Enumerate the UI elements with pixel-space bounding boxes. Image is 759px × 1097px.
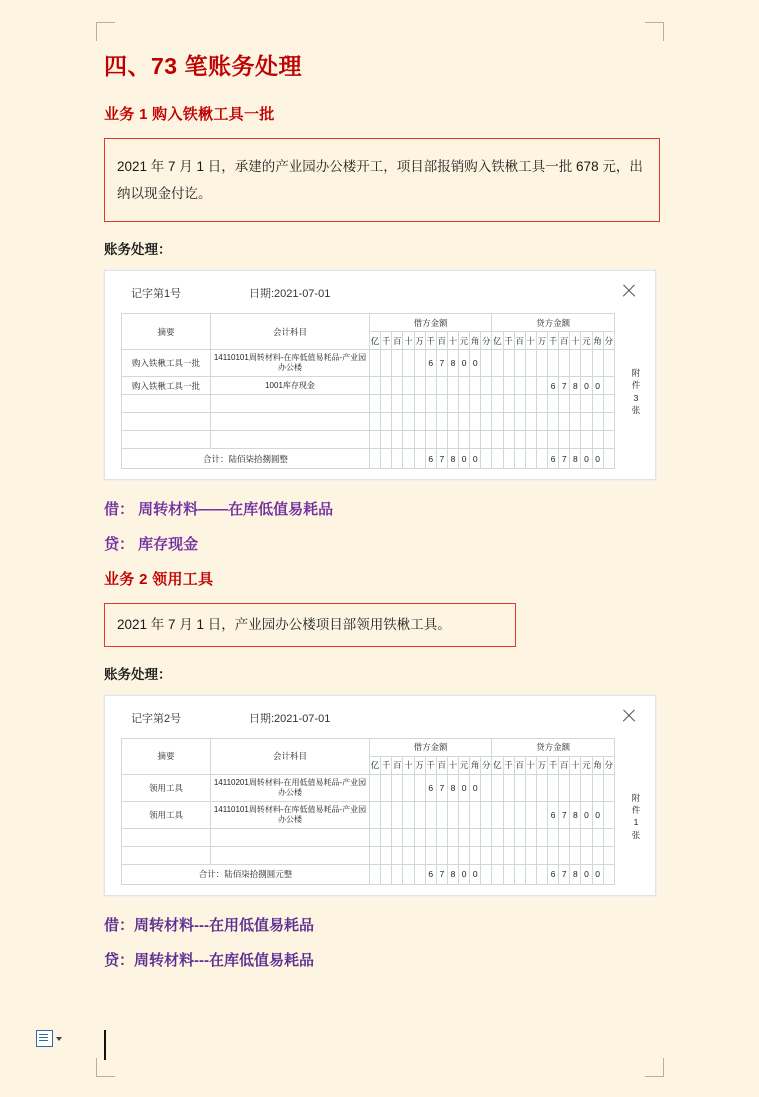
cell-d8: 0: [459, 350, 470, 377]
attachment-note-2: 附件 1 张: [631, 792, 641, 840]
total-d1: [381, 449, 392, 469]
cell-c7: [570, 350, 581, 377]
total-d1: [381, 864, 392, 884]
table-header-row: [122, 738, 615, 756]
cell-c2: [514, 774, 525, 801]
journal-entry-debit-1: 借： 周转材料——在库低值易耗品: [104, 501, 334, 518]
col-credit: 贷方金额: [492, 738, 615, 756]
section-description-1: 2021 年 7 月 1 日，承建的产业园办公楼开工，项目部报销购入铁楸工具一批 678 元，出纳以现金付讫。: [104, 138, 660, 222]
cell-c7: 8: [570, 377, 581, 395]
table-row-empty: [122, 395, 615, 413]
col-credit: 贷方金额: [492, 314, 615, 332]
cell-c7: [570, 774, 581, 801]
digit-debit-8: 元: [459, 332, 470, 350]
total-c10: [603, 864, 614, 884]
cell-d3: [403, 774, 414, 801]
cell-d5: 6: [425, 774, 436, 801]
digit-credit-7: 十: [570, 756, 581, 774]
cell-d8: [459, 377, 470, 395]
total-d6: 7: [436, 864, 447, 884]
digit-debit-5: 千: [425, 332, 436, 350]
table-row-empty: [122, 846, 615, 864]
row-summary: [122, 395, 211, 413]
cell-c3: [525, 350, 536, 377]
digit-credit-9: 角: [592, 756, 603, 774]
cell-c1: [503, 774, 514, 801]
row-account: 14110101周转材料-在库低值易耗品-产业园办公楼: [211, 350, 370, 377]
close-icon[interactable]: [621, 283, 637, 299]
cell-d3: [403, 377, 414, 395]
digit-debit-9: 角: [470, 332, 481, 350]
cell-d1: [381, 801, 392, 828]
total-c6: 7: [559, 449, 570, 469]
cell-c2: [514, 801, 525, 828]
document-mode-indicator[interactable]: [36, 1030, 62, 1047]
cell-d9: 0: [470, 350, 481, 377]
cell-d6: 7: [436, 774, 447, 801]
cell-c4: [536, 350, 547, 377]
cell-c8: 0: [581, 377, 592, 395]
cell-c0: [492, 774, 503, 801]
digit-credit-1: 千: [503, 332, 514, 350]
row-summary: 购入铁楸工具一批: [122, 350, 211, 377]
row-summary: [122, 431, 211, 449]
digit-debit-9: 角: [470, 756, 481, 774]
cell-d3: [403, 801, 414, 828]
table-row: [122, 377, 615, 395]
cell-d9: [470, 801, 481, 828]
cell-c4: [536, 774, 547, 801]
cell-d7: 8: [447, 774, 458, 801]
total-d7: 8: [447, 864, 458, 884]
row-account: [211, 413, 370, 431]
total-c8: 0: [581, 449, 592, 469]
voucher-table-1: [121, 313, 615, 469]
col-summary: 摘要: [122, 738, 211, 774]
digit-debit-1: 千: [381, 756, 392, 774]
total-c1: [503, 449, 514, 469]
table-total-row: [122, 864, 615, 884]
total-c5: 6: [548, 449, 559, 469]
digit-credit-1: 千: [503, 756, 514, 774]
total-d10: [481, 449, 492, 469]
cell-d0: [370, 801, 381, 828]
row-account: 1001库存现金: [211, 377, 370, 395]
row-summary: [122, 846, 211, 864]
cell-c5: [548, 774, 559, 801]
digit-debit-10: 分: [481, 756, 492, 774]
voucher-table-2: [121, 738, 615, 885]
digit-credit-8: 元: [581, 756, 592, 774]
digit-debit-0: 亿: [370, 756, 381, 774]
digit-debit-7: 十: [447, 332, 458, 350]
cell-c0: [492, 350, 503, 377]
cell-d5: [425, 377, 436, 395]
section-label-1: 账务处理：: [104, 242, 172, 257]
cell-d7: [447, 377, 458, 395]
total-d0: [370, 864, 381, 884]
section-heading-1: 业务 1 购入铁楸工具一批: [104, 106, 275, 123]
row-account: [211, 395, 370, 413]
cell-c6: [559, 774, 570, 801]
digit-credit-2: 百: [514, 756, 525, 774]
col-account: 会计科目: [211, 738, 370, 774]
total-d4: [414, 864, 425, 884]
total-d2: [392, 449, 403, 469]
total-d8: 0: [459, 449, 470, 469]
cell-c9: 0: [592, 801, 603, 828]
voucher-card-1: [104, 270, 656, 480]
cell-d10: [481, 377, 492, 395]
digit-debit-4: 万: [414, 332, 425, 350]
journal-entry-credit-1: 贷： 库存现金: [104, 536, 199, 553]
cell-d9: [470, 377, 481, 395]
total-c9: 0: [592, 449, 603, 469]
crop-mark-bottom-left: [96, 1058, 115, 1077]
cell-c1: [503, 801, 514, 828]
row-account: 14110201周转材料-在用低值易耗品-产业园办公楼: [211, 774, 370, 801]
cell-d1: [381, 350, 392, 377]
page-title: 四、73 笔账务处理: [104, 53, 302, 79]
total-d7: 8: [447, 449, 458, 469]
digit-debit-2: 百: [392, 756, 403, 774]
cell-d2: [392, 774, 403, 801]
col-summary: 摘要: [122, 314, 211, 350]
cell-c2: [514, 350, 525, 377]
total-c4: [536, 864, 547, 884]
total-d9: 0: [470, 449, 481, 469]
total-label: 合计：陆佰柒拾捌圆元整: [122, 864, 370, 884]
cell-c5: [548, 350, 559, 377]
digit-debit-6: 百: [436, 756, 447, 774]
cell-d4: [414, 801, 425, 828]
digit-credit-7: 十: [570, 332, 581, 350]
digit-debit-3: 十: [403, 332, 414, 350]
total-d9: 0: [470, 864, 481, 884]
close-icon[interactable]: [621, 708, 637, 724]
attachment-note-1: 附件 3 张: [631, 368, 641, 415]
voucher-card-2: [104, 695, 656, 896]
cell-d10: [481, 801, 492, 828]
total-c10: [603, 449, 614, 469]
cell-c10: [603, 377, 614, 395]
cell-c3: [525, 377, 536, 395]
table-row-empty: [122, 431, 615, 449]
total-d10: [481, 864, 492, 884]
journal-entry-debit-2: 借：周转材料---在用低值易耗品: [104, 916, 314, 934]
cell-c2: [514, 377, 525, 395]
total-label: 合计：陆佰柒拾捌圆整: [122, 449, 370, 469]
digit-credit-2: 百: [514, 332, 525, 350]
cell-c4: [536, 801, 547, 828]
cell-c1: [503, 350, 514, 377]
digit-credit-3: 十: [525, 332, 536, 350]
row-summary: [122, 828, 211, 846]
digit-credit-6: 百: [559, 756, 570, 774]
cell-d1: [381, 774, 392, 801]
total-c7: 8: [570, 449, 581, 469]
section-description-2: 2021 年 7 月 1 日，产业园办公楼项目部领用铁楸工具。: [104, 603, 516, 647]
cell-d5: [425, 801, 436, 828]
table-row: [122, 774, 615, 801]
total-d4: [414, 449, 425, 469]
cell-c8: [581, 350, 592, 377]
total-d2: [392, 864, 403, 884]
table-row: [122, 801, 615, 828]
cell-c7: 8: [570, 801, 581, 828]
crop-mark-bottom-right: [645, 1058, 664, 1077]
cell-c4: [536, 377, 547, 395]
table-row-empty: [122, 413, 615, 431]
section-heading-2: 业务 2 领用工具: [104, 571, 214, 588]
cell-d2: [392, 377, 403, 395]
table-header-row: [122, 314, 615, 332]
col-debit: 借方金额: [370, 314, 492, 332]
cell-c0: [492, 377, 503, 395]
total-c5: 6: [548, 864, 559, 884]
cell-d3: [403, 350, 414, 377]
chevron-down-icon[interactable]: [56, 1037, 62, 1041]
digit-credit-8: 元: [581, 332, 592, 350]
total-d8: 0: [459, 864, 470, 884]
cell-d6: 7: [436, 350, 447, 377]
total-c0: [492, 449, 503, 469]
row-account: [211, 828, 370, 846]
cell-d8: 0: [459, 774, 470, 801]
total-c2: [514, 864, 525, 884]
total-c1: [503, 864, 514, 884]
document-content: [104, 48, 660, 984]
crop-mark-top-right: [645, 22, 664, 41]
cell-c9: [592, 774, 603, 801]
total-c0: [492, 864, 503, 884]
cell-d6: [436, 801, 447, 828]
cell-c5: 6: [548, 377, 559, 395]
digit-debit-6: 百: [436, 332, 447, 350]
digit-debit-10: 分: [481, 332, 492, 350]
total-c6: 7: [559, 864, 570, 884]
voucher-header-2: [121, 710, 639, 726]
digit-debit-3: 十: [403, 756, 414, 774]
digit-credit-4: 万: [536, 332, 547, 350]
cell-c10: [603, 350, 614, 377]
digit-debit-5: 千: [425, 756, 436, 774]
cell-d6: [436, 377, 447, 395]
table-total-row: [122, 449, 615, 469]
cell-c8: 0: [581, 801, 592, 828]
total-d6: 7: [436, 449, 447, 469]
cell-d9: 0: [470, 774, 481, 801]
cell-d7: [447, 801, 458, 828]
cell-d1: [381, 377, 392, 395]
total-c9: 0: [592, 864, 603, 884]
col-debit: 借方金额: [370, 738, 492, 756]
total-c2: [514, 449, 525, 469]
crop-mark-top-left: [96, 22, 115, 41]
total-c8: 0: [581, 864, 592, 884]
digit-debit-2: 百: [392, 332, 403, 350]
total-d3: [403, 864, 414, 884]
total-c3: [525, 449, 536, 469]
cell-c10: [603, 801, 614, 828]
cell-c9: [592, 350, 603, 377]
total-c3: [525, 864, 536, 884]
digit-credit-5: 千: [548, 756, 559, 774]
cell-d0: [370, 774, 381, 801]
voucher-date-2: 日期:2021-07-01: [249, 712, 331, 725]
cell-c0: [492, 801, 503, 828]
total-d5: 6: [425, 449, 436, 469]
voucher-header-1: [121, 285, 639, 301]
cell-d4: [414, 377, 425, 395]
cell-c6: 7: [559, 801, 570, 828]
row-account: [211, 846, 370, 864]
row-summary: 领用工具: [122, 801, 211, 828]
cell-c8: [581, 774, 592, 801]
digit-debit-1: 千: [381, 332, 392, 350]
row-summary: 购入铁楸工具一批: [122, 377, 211, 395]
digit-credit-4: 万: [536, 756, 547, 774]
text-caret: [104, 1030, 106, 1060]
voucher-number-1: 记字第1号: [131, 288, 182, 300]
document-mode-icon: [36, 1030, 53, 1047]
cell-d4: [414, 350, 425, 377]
voucher-date-1: 日期:2021-07-01: [249, 288, 331, 300]
cell-c10: [603, 774, 614, 801]
cell-c9: 0: [592, 377, 603, 395]
cell-c3: [525, 801, 536, 828]
digit-debit-0: 亿: [370, 332, 381, 350]
cell-c6: 7: [559, 377, 570, 395]
digit-credit-3: 十: [525, 756, 536, 774]
digit-credit-5: 千: [548, 332, 559, 350]
cell-d2: [392, 350, 403, 377]
digit-credit-10: 分: [603, 332, 614, 350]
digit-credit-0: 亿: [492, 332, 503, 350]
digit-credit-9: 角: [592, 332, 603, 350]
col-account: 会计科目: [211, 314, 370, 350]
cell-d7: 8: [447, 350, 458, 377]
section-label-2: 账务处理：: [104, 666, 172, 682]
total-d5: 6: [425, 864, 436, 884]
cell-c6: [559, 350, 570, 377]
cell-d10: [481, 350, 492, 377]
total-d3: [403, 449, 414, 469]
cell-c1: [503, 377, 514, 395]
cell-d4: [414, 774, 425, 801]
digit-credit-10: 分: [603, 756, 614, 774]
table-row-empty: [122, 828, 615, 846]
digit-debit-8: 元: [459, 756, 470, 774]
total-c4: [536, 449, 547, 469]
cell-d2: [392, 801, 403, 828]
cell-d5: 6: [425, 350, 436, 377]
row-summary: [122, 413, 211, 431]
digit-debit-4: 万: [414, 756, 425, 774]
cell-c5: 6: [548, 801, 559, 828]
table-row: [122, 350, 615, 377]
total-d0: [370, 449, 381, 469]
journal-entry-credit-2: 贷：周转材料---在库低值易耗品: [104, 951, 314, 969]
total-c7: 8: [570, 864, 581, 884]
row-summary: 领用工具: [122, 774, 211, 801]
cell-d0: [370, 377, 381, 395]
row-account: 14110101周转材料-在库低值易耗品-产业园办公楼: [211, 801, 370, 828]
cell-d0: [370, 350, 381, 377]
digit-credit-6: 百: [559, 332, 570, 350]
cell-d8: [459, 801, 470, 828]
row-account: [211, 431, 370, 449]
cell-d10: [481, 774, 492, 801]
digit-debit-7: 十: [447, 756, 458, 774]
voucher-number-2: 记字第2号: [131, 712, 182, 725]
digit-credit-0: 亿: [492, 756, 503, 774]
cell-c3: [525, 774, 536, 801]
